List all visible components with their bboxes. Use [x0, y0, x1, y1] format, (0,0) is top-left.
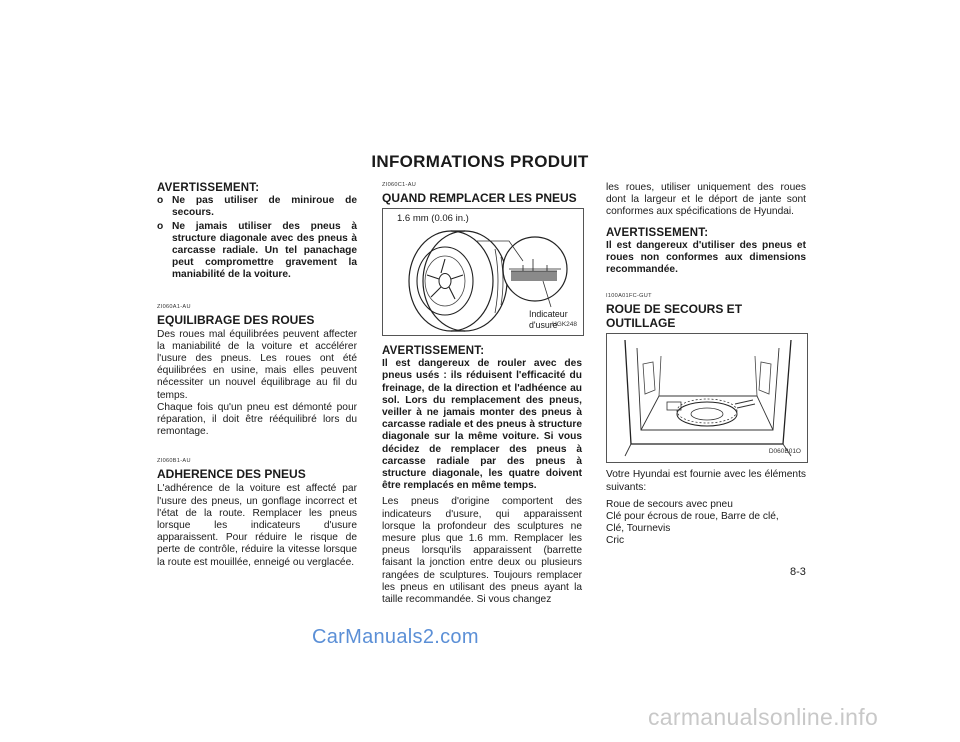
adherence-text: L'adhérence de la voiture est affecté par l'usure des pneus, un gonflage incorrect et l'état de la route. Remplacer les pneus lorsque les indicateurs d'usure apparaissent. Pour réduire le risque de perte de contrôle, réduire la vitesse lorsque la route est mouillée, enneigé ou verglacée.	[157, 483, 357, 568]
list-item: Clé pour écrous de roue, Barre de clé,	[606, 511, 779, 523]
page-number: 8-3	[790, 566, 806, 578]
bullet-marker: o	[157, 220, 164, 232]
wheels-text: les roues, utiliser uniquement des roues dont la largeur et le déport de jante sont conformes aux spécifications de Hyundai.	[606, 182, 806, 218]
wear-indicator-text: Les pneus d'origine comportent des indicateurs d'usure, qui apparaissent lorsque la profondeur des sculptures ne mesure plus que 1.6 mm. Remplacer les pneus lorsqu'ils apparaissent (barrette faisant la jonction entre deux ou plusieurs rangées de sculptures. Toujours remplacer les pneus en utilisant des pneus ayant la taille recommandée. Si vous changez	[382, 496, 582, 606]
balancing-text-2: Chaque fois qu'un pneu est démonté pour réparation, il doit être rééquilibré lors du remontage.	[157, 401, 357, 438]
warning-list	[157, 195, 357, 281]
list-item: Cric	[606, 535, 625, 547]
section-code: ZI060C1-AU	[382, 182, 417, 188]
figure-code: D060B01O	[768, 448, 801, 456]
page-title: INFORMATIONS PRODUIT	[371, 152, 589, 171]
warning-text: Il est dangereux de rouler avec des pneus usés : ils réduisent l'efficacité du freinage, de la direction et l'adhéence au sol. Lors du remplacement des pneus, veiller à ne jamais monter des pneus à carcasse radiale et des pneus à structure diagonale sur la même voiture. Si vous décidez de remplacer des pneus à carcasse radiale par des pneus à structure diagonale, les quatre doivent être remplacés en même temps.	[382, 358, 582, 492]
watermark-link-right[interactable]: carmanualsonline.info	[648, 704, 879, 730]
warning-title: AVERTISSEMENT:	[382, 345, 485, 357]
list-item: Roue de secours avec pneu	[606, 498, 733, 510]
warning-text: Il est dangereux d'utiliser des pneus et roues non conformes aux dimensions recommandée.	[606, 239, 806, 276]
warning-title: AVERTISSEMENT:	[606, 226, 709, 239]
section-code: I100A01FC-GUT	[606, 293, 652, 300]
list-item: Clé, Tournevis	[606, 523, 671, 535]
warning-item	[157, 195, 357, 219]
trunk-illustration	[607, 334, 807, 462]
bullet-marker: o	[157, 195, 164, 207]
balancing-text: Des roues mal équilibrées peuvent affecter la maniabilité de la voiture et accélérer l'usure des pneus. Les roues ont été équilibrées en usine, mais elles peuvent nécessiter un nouvel équilibrage au fil du temps.	[157, 328, 357, 401]
figure-label-indicator-line1: Indicateur	[529, 309, 568, 319]
figure-code: HGK248	[552, 320, 577, 328]
warning-title: AVERTISSEMENT:	[157, 182, 260, 194]
column-left	[157, 182, 357, 569]
section-code: ZI060A1-AU	[157, 303, 191, 310]
figure-label-depth: 1.6 mm (0.06 in.)	[397, 213, 469, 224]
section-title-adherence: ADHERENCE DES PNEUS	[157, 467, 306, 482]
figure-label-indicator-line2: d'usure	[529, 320, 558, 330]
section-code: ZI060B1-AU	[157, 458, 191, 465]
tire-wear-figure	[382, 208, 584, 336]
trunk-figure	[606, 333, 808, 463]
section-title-replace-tires: QUAND REMPLACER LES PNEUS	[382, 191, 577, 205]
warning-item	[157, 221, 357, 282]
column-right	[606, 182, 806, 548]
watermark-link-left[interactable]: CarManuals2.com	[312, 626, 479, 648]
warning-item-text: Ne pas utiliser de miniroue de secours.	[172, 195, 357, 219]
section-title-balancing: EQUILIBRAGE DES ROUES	[157, 312, 315, 327]
warning-item-text: Ne jamais utiliser des pneus à structure diagonale avec des pneus à carcasse radiale. Un tel panachage peut compromettre gravement la maniabilité de la voiture.	[172, 220, 357, 281]
column-middle	[382, 182, 582, 606]
section-title-spare: ROUE DE SECOURS ET OUTILLAGE	[606, 302, 743, 331]
spare-intro: Votre Hyundai est fournie avec les éléments suivants:	[606, 469, 806, 493]
